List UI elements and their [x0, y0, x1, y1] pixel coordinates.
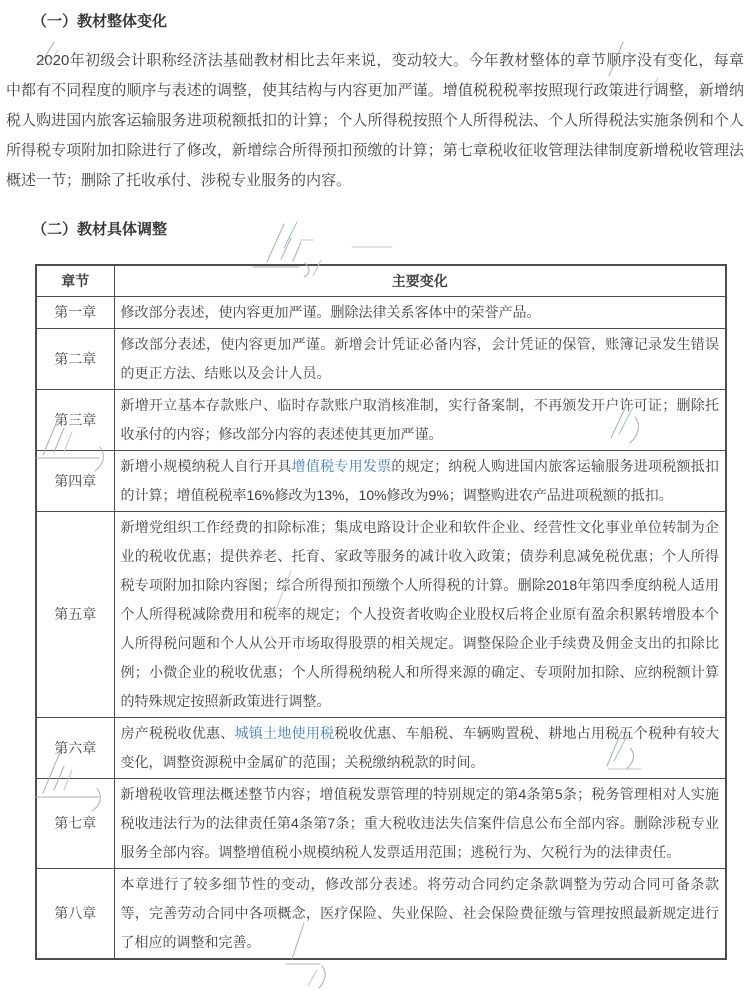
table-row: [36, 512, 726, 718]
text-segment: 本章进行了较多细节性的变动，修改部分表述。将劳动合同约定条款调整为劳动合同可备条款等，完善劳动合同中各项概念，医疗保险、失业保险、社会保险费征缴与管理按照最新规定进行了相应的调整和完善。: [120, 876, 719, 950]
text-segment: 修改部分表述，使内容更加严谨。新增会计凭证必备内容，会计凭证的保管，账簿记录发生错误的更正方法、结账以及会计人员。: [120, 336, 719, 381]
section2-heading: （二）教材具体调整: [32, 221, 168, 238]
changes-cell: [114, 297, 726, 329]
table-row: [36, 390, 726, 451]
table-row: [36, 869, 726, 960]
changes-cell: [114, 512, 726, 718]
table-row: [36, 451, 726, 512]
section1-heading: （一）教材整体变化: [32, 13, 168, 30]
changes-cell: [114, 779, 726, 869]
table-body: [36, 297, 726, 960]
chapter-cell: 第一章: [36, 297, 114, 329]
chapter-cell: 第八章: [36, 869, 114, 960]
chapter-column-header: 章节: [36, 265, 114, 297]
text-segment: 修改部分表述，使内容更加严谨。删除法律关系客体中的荣誉产品。: [120, 304, 541, 320]
term-link[interactable]: 城镇土地使用税: [234, 725, 335, 741]
intro-paragraph: 2020年初级会计职称经济法基础教材相比去年来说，变动较大。今年教材整体的章节顺序没有变化，每章中都有不同程度的顺序与表述的调整，使其结构与内容更加严谨。增值税税税率按照现行政策进行调整，新增纳税人购进国内旅客运输服务进项税额抵扣的计算；个人所得税按照个人所得税法、个人所得税法实施条例和个人所得税专项附加扣除进行了修改，新增综合所得预扣预缴的计算；第七章税收征收管理法律制度新增税收管理法概述一节；删除了托收承付、涉税专业服务的内容。: [6, 52, 744, 189]
chapter-cell: 第三章: [36, 390, 114, 451]
text-segment: 的规定；纳税人购进国内旅客运输服务进项税额抵扣的计算；增值税税率16%修改为13%，10%修改为9%；调整购进农产品进项税额的抵扣。: [120, 458, 720, 503]
text-segment: 税收优惠、车船税、车辆购置税、耕地占用税五个税种有较大变化，调整资源税中金属矿的范围；关税缴纳税款的时间。: [120, 725, 720, 770]
chapter-cell: 第五章: [36, 512, 114, 718]
chapter-cell: 第四章: [36, 451, 114, 512]
text-segment: 新增党组织工作经费的扣除标准；集成电路设计企业和软件企业、经营性文化事业单位转制为企业的税收优惠；提供养老、托育、家政等服务的减计收入政策；债券利息减免税优惠；个人所得税专项附加扣除内容图；综合所得预扣预缴个人所得税的计算。删除2018年第四季度纳税人适用个人所得税减除费用和税率的规定；个人投资者收购企业股权后将企业原有盈余积累转增股本个人所得税问题和个人从公开市场取得股票的相关规定。调整保险企业手续费及佣金支出的扣除比例；小微企业的税收优惠；个人所得税纳税人和所得来源的确定、专项附加扣除、应纳税额计算的特殊规定按照新政策进行调整。: [120, 519, 719, 709]
text-segment: 新增开立基本存款账户、临时存款账户取消核准制，实行备案制，不再颁发开户许可证；删除托收承付的内容；修改部分内容的表述使其更加严谨。: [120, 397, 719, 442]
textbook-changes-table: [35, 264, 727, 960]
table-row: [36, 329, 726, 390]
chapter-cell: 第二章: [36, 329, 114, 390]
changes-cell: [114, 451, 726, 512]
table-header-row: [36, 265, 726, 297]
text-segment: 房产税税收优惠、: [120, 725, 235, 741]
changes-cell: [114, 869, 726, 960]
text-segment: 新增小规模纳税人自行开具: [120, 458, 292, 474]
changes-cell: [114, 718, 726, 779]
table-row: [36, 297, 726, 329]
changes-column-header: 主要变化: [114, 265, 726, 297]
term-link[interactable]: 增值税专用发票: [291, 458, 392, 474]
text-segment: 新增税收管理法概述整节内容；增值税发票管理的特别规定的第4条第5条；税务管理相对人实施税收违法行为的法律责任第4条第7条；重大税收违法失信案件信息公布全部内容。删除涉税专业服务全部内容。调整增值税小规模纳税人发票适用范围；逃税行为、欠税行为的法律责任。: [120, 786, 719, 860]
table-row: [36, 779, 726, 869]
table-row: [36, 718, 726, 779]
changes-cell: [114, 329, 726, 390]
chapter-cell: 第六章: [36, 718, 114, 779]
chapter-cell: 第七章: [36, 779, 114, 869]
changes-cell: [114, 390, 726, 451]
